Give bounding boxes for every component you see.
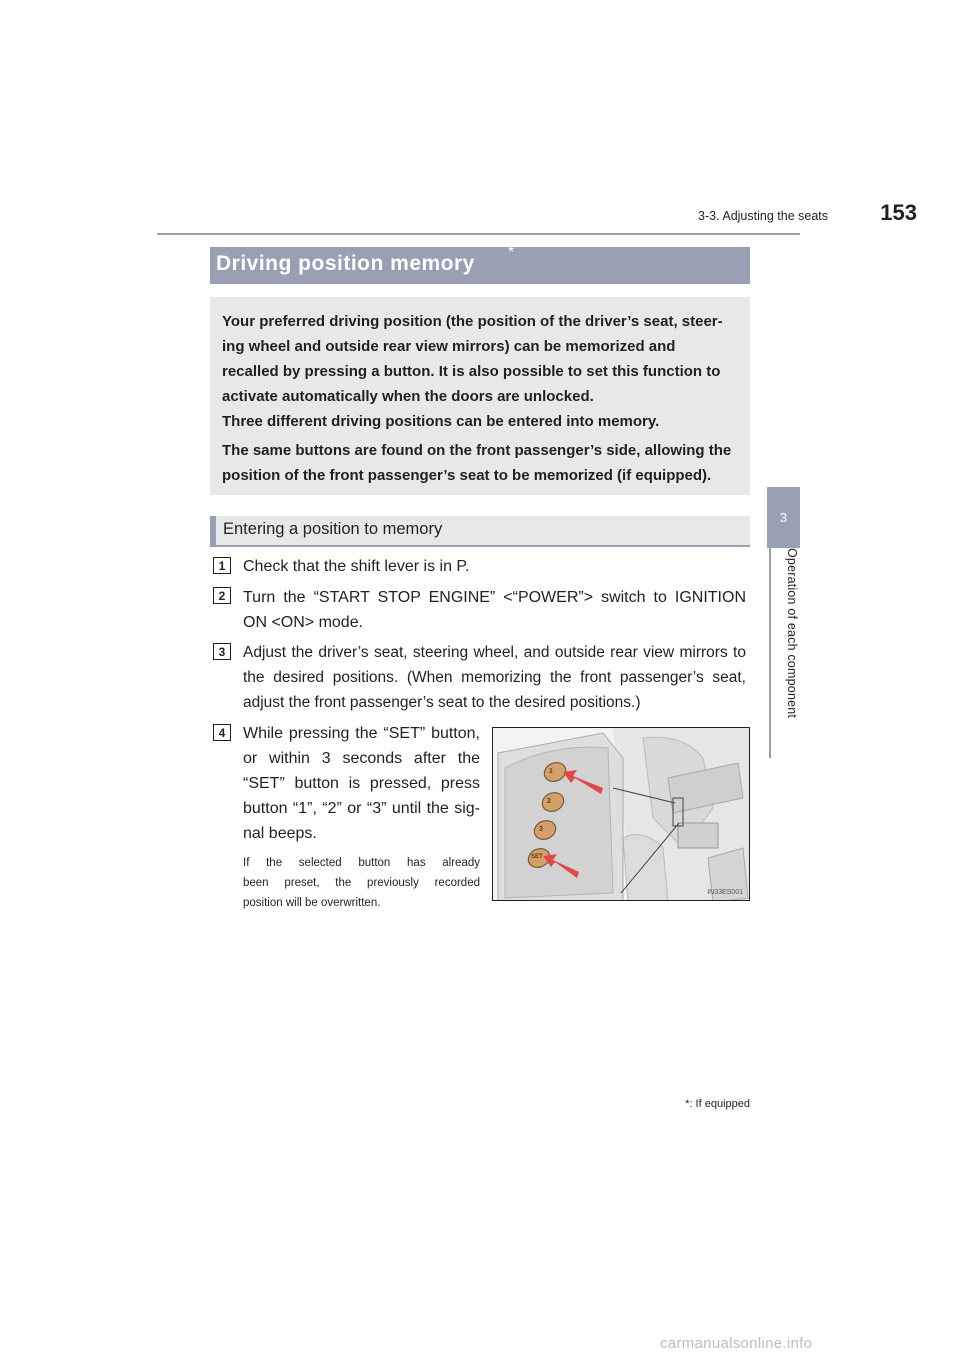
subheading-accent — [210, 516, 216, 547]
step-text — [243, 640, 746, 715]
step-line: or within 3 seconds after the — [243, 750, 480, 767]
intro-line: position of the front passenger’s seat to be memorized (if equipped). — [222, 467, 712, 484]
button-label: 2 — [547, 798, 551, 805]
intro-line: ing wheel and outside rear view mirrors) can be memorized and — [222, 338, 676, 355]
step-text — [243, 585, 746, 635]
step-text — [243, 554, 469, 579]
page-title: Driving position memory — [216, 252, 475, 275]
step-number: 2 — [213, 587, 231, 604]
step-number: 3 — [213, 643, 231, 660]
step-note — [243, 853, 480, 913]
step-number: 4 — [213, 724, 231, 741]
note-line: position will be overwritten. — [243, 897, 381, 909]
watermark: carmanualsonline.info — [660, 1335, 813, 1352]
intro-line: Three different driving positions can be entered into memory. — [222, 413, 660, 430]
memory-buttons-illustration — [492, 727, 750, 901]
step-line: While pressing the “SET” button, — [243, 725, 480, 742]
button-label: 1 — [549, 768, 553, 775]
title-asterisk-marker: * — [508, 244, 515, 261]
intro-box — [210, 297, 750, 495]
note-line: been preset, the previously recorded — [243, 877, 480, 889]
chapter-tab-line — [769, 548, 771, 758]
intro-line: The same buttons are found on the front passenger’s side, allowing the — [222, 442, 732, 459]
step-line: Check that the shift lever is in P. — [243, 558, 470, 575]
button-label: 3 — [539, 826, 543, 833]
step-line: adjust the front passenger’s seat to the desired positions.) — [243, 694, 641, 711]
chapter-number: 3 — [779, 510, 788, 525]
step-number: 1 — [213, 557, 231, 574]
step-line: the desired positions. (When memorizing the front passenger’s seat, — [243, 669, 746, 686]
chapter-title: Operation of each component — [785, 548, 799, 719]
footnote — [685, 1098, 750, 1110]
step-line: ON <ON> mode. — [243, 614, 364, 631]
footnote-marker: * — [685, 1098, 690, 1110]
step-line: Adjust the driver’s seat, steering wheel, and outside rear view mirrors to — [243, 644, 746, 661]
intro-line: Your preferred driving position (the position of the driver’s seat, steer- — [222, 313, 723, 330]
step-line: nal beeps. — [243, 825, 317, 842]
intro-line: recalled by pressing a button. It is also possible to set this function to — [222, 363, 721, 380]
button-label: SET — [531, 854, 543, 860]
page-number: 153 — [880, 200, 917, 225]
note-line: If the selected button has already — [243, 857, 480, 869]
step-line: “SET” button is pressed, press — [243, 775, 480, 792]
figure-code: IN33ES001 — [707, 889, 743, 896]
step-line: button “1”, “2” or “3” until the sig- — [243, 800, 480, 817]
subheading: Entering a position to memory — [223, 520, 443, 538]
step-line: Turn the “START STOP ENGINE” <“POWER”> switch to IGNITION — [243, 589, 746, 606]
intro-line: activate automatically when the doors are unlocked. — [222, 388, 594, 405]
door-panel-drawing — [493, 728, 750, 901]
chapter-tab — [767, 487, 800, 548]
section-label: 3-3. Adjusting the seats — [698, 209, 828, 223]
footnote-text: : If equipped — [689, 1098, 750, 1110]
step-text — [243, 721, 480, 846]
